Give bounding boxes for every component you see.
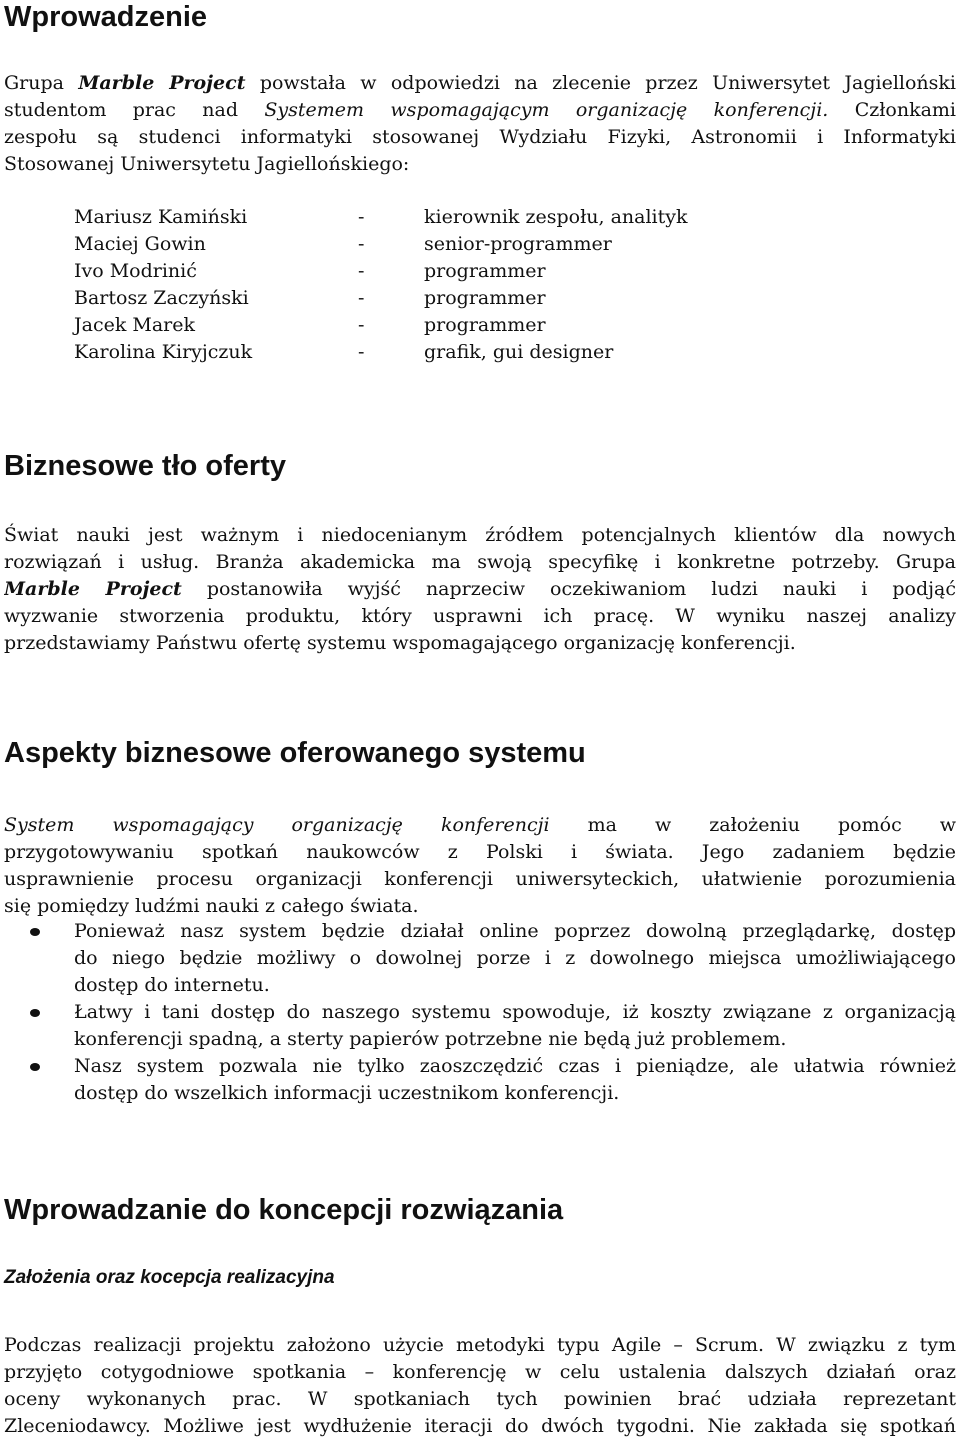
business-line-1: Świat nauki jest ważnym i niedocenianym źródłem potencjalnych klientów dla nowych xyxy=(4,524,956,546)
business-line-2: rozwiązań i usług. Branża akademicka ma swoją specyfikę i konkretne potrzeby. Grupa xyxy=(4,551,956,573)
member-role: senior-programmer xyxy=(424,233,612,255)
bullet-icon xyxy=(30,1009,40,1017)
member-name: Jacek Marek xyxy=(74,314,196,336)
aspects-line-4: się pomiędzy ludźmi nauki z całego świata. xyxy=(4,895,419,917)
member-dash: - xyxy=(358,287,365,309)
member-role: programmer xyxy=(424,260,546,282)
concept-line-2: przyjęto cotygodniowe spotkania – konferencję w celu ustalenia dalszych działań oraz xyxy=(4,1361,956,1383)
list-item: Łatwy i tani dostęp do naszego systemu spowoduje, iż koszty związane z organizacją konferencji spadną, a sterty papierów potrzebne nie będą już problemem. xyxy=(4,999,956,1053)
intro-paragraph xyxy=(4,70,956,178)
system-name: System wspomagający organizację konferencji xyxy=(4,814,550,836)
intro-line-2: studentom prac nad Systemem wspomagającym organizację konferencji. Członkami xyxy=(4,99,956,121)
member-dash: - xyxy=(358,260,365,282)
project-name: Marble Project xyxy=(4,578,182,600)
benefits-list xyxy=(4,918,956,1107)
system-name: Systemem wspomagającym organizację konferencji. xyxy=(264,99,829,121)
aspects-paragraph xyxy=(4,812,956,920)
bullet-icon xyxy=(30,928,40,936)
business-heading: Biznesowe tło oferty xyxy=(4,450,286,482)
member-name: Bartosz Zaczyński xyxy=(74,287,249,309)
list-item: Ponieważ nasz system będzie działał online poprzez dowolną przeglądarkę, dostęp do niego będzie możliwy o dowolnej porze i z dowolnego miejsca umożliwiającego dostęp do internetu. xyxy=(4,918,956,999)
aspects-heading: Aspekty biznesowe oferowanego systemu xyxy=(4,737,586,769)
business-line-5: przedstawiamy Państwu ofertę systemu wspomagającego organizację konferencji. xyxy=(4,632,796,654)
member-dash: - xyxy=(358,341,365,363)
member-role: programmer xyxy=(424,314,546,336)
member-dash: - xyxy=(358,314,365,336)
concept-paragraph xyxy=(4,1332,956,1440)
aspects-line-2: przygotowywaniu spotkań naukowców z Polski i świata. Jego zadaniem będzie xyxy=(4,841,956,863)
member-role: kierownik zespołu, analityk xyxy=(424,206,688,228)
project-name: Marble Project xyxy=(78,72,246,94)
member-name: Karolina Kiryjczuk xyxy=(74,341,253,363)
member-dash: - xyxy=(358,233,365,255)
business-line-3: Marble Project postanowiła wyjść naprzeciw oczekiwaniom ludzi nauki i podjąć xyxy=(4,578,956,600)
list-item: Nasz system pozwala nie tylko zaoszczędzić czas i pieniądze, ale ułatwia również dostęp do wszelkich informacji uczestnikom konferencji. xyxy=(4,1053,956,1107)
member-role: programmer xyxy=(424,287,546,309)
member-name: Ivo Modrinić xyxy=(74,260,197,282)
business-line-4: wyzwanie stworzenia produktu, który usprawni ich pracę. W wyniku naszej analizy xyxy=(4,605,956,627)
aspects-line-3: usprawnienie procesu organizacji konferencji uniwersyteckich, ułatwienie porozumienia xyxy=(4,868,956,890)
member-dash: - xyxy=(358,206,365,228)
business-paragraph xyxy=(4,522,956,657)
concept-heading: Wprowadzanie do koncepcji rozwiązania xyxy=(4,1194,564,1226)
aspects-line-1: System wspomagający organizację konferencji ma w założeniu pomóc w xyxy=(4,814,956,836)
bullet-icon xyxy=(30,1063,40,1071)
concept-line-3: oceny wykonanych prac. W spotkaniach tych powinien brać udziała reprezetant xyxy=(4,1388,956,1410)
concept-subheading: Założenia oraz kocepcja realizacyjna xyxy=(4,1267,335,1288)
concept-line-4: Zleceniodawcy. Możliwe jest wydłużenie iteracji do dwóch tygodni. Nie zakłada się spotkań xyxy=(4,1415,956,1437)
intro-line-3: zespołu są studenci informatyki stosowanej Wydziału Fizyki, Astronomii i Informatyki xyxy=(4,126,956,148)
member-role: grafik, gui designer xyxy=(424,341,614,363)
member-name: Mariusz Kamiński xyxy=(74,206,248,228)
intro-line-1: Grupa Marble Project powstała w odpowiedzi na zlecenie przez Uniwersytet Jagielloński xyxy=(4,72,956,94)
intro-line-4: Stosowanej Uniwersytetu Jagiellońskiego: xyxy=(4,153,410,175)
intro-heading: Wprowadzenie xyxy=(4,1,208,33)
member-name: Maciej Gowin xyxy=(74,233,206,255)
concept-line-1: Podczas realizacji projektu założono użycie metodyki typu Agile – Scrum. W związku z tym xyxy=(4,1334,956,1356)
